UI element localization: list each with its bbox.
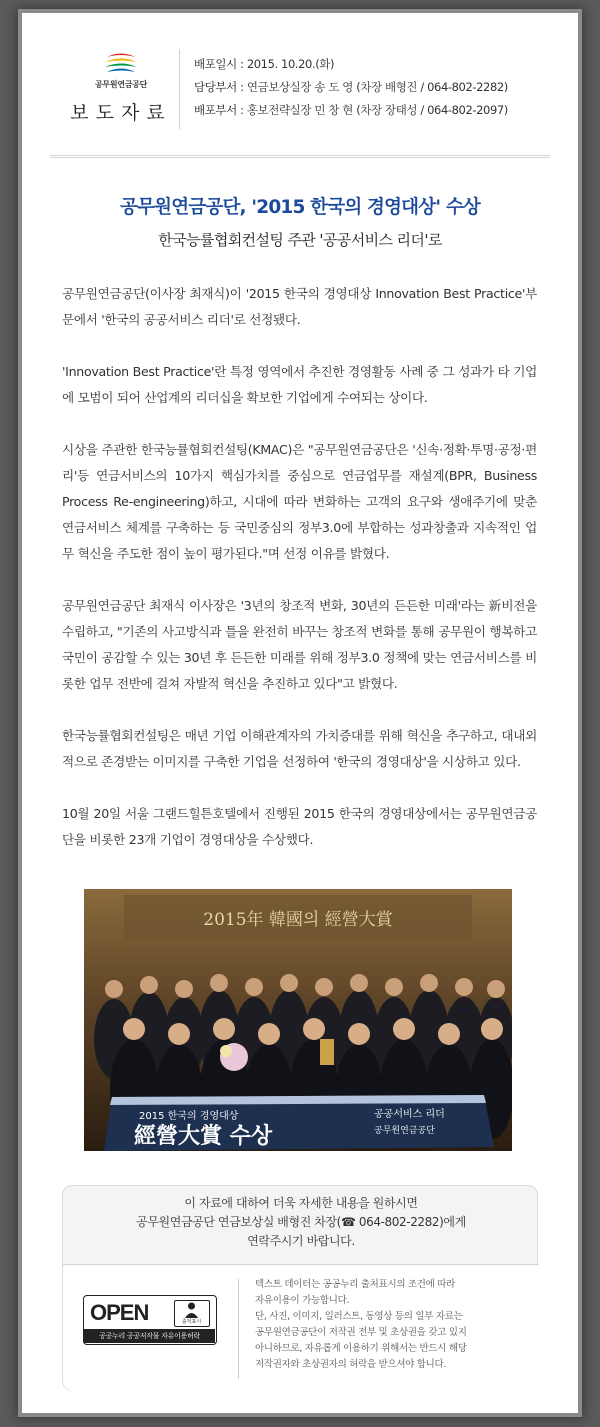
backdrop-title: 2015年 韓國의 經營大賞	[203, 910, 393, 930]
license-line: 자유이용이 가능합니다.	[255, 1295, 350, 1306]
kogl-open-badge	[83, 1295, 217, 1345]
license-line: 저작권자와 초상권자의 허락을 받으셔야 합니다.	[255, 1359, 447, 1370]
license-line: 아니하므로, 자유롭게 이용하기 위해서는 반드시 해당	[255, 1343, 467, 1354]
article-body	[62, 281, 537, 879]
info-line-dept: 담당부서 : 연금보상실장 송 도 영 (차장 배형진 / 064-802-2282)	[194, 80, 508, 94]
contact-line: 연락주시기 바랍니다.	[247, 1234, 355, 1248]
banner-right-text-2: 공무원연금공단	[374, 1126, 435, 1136]
release-info	[194, 53, 508, 122]
open-logo-text: OPEN	[90, 1300, 149, 1325]
info-line-date: 배포일시 : 2015. 10.20.(화)	[194, 57, 335, 71]
paragraph: 'Innovation Best Practice'란 특정 영역에서 추진한 경영활동 사례 중 그 성과가 타 기업에 모범이 되어 산업계의 리더십을 확보한 기업에게 수여되는 상이다.	[62, 364, 537, 405]
paragraph: 공무원연금공단 최재식 이사장은 '3년의 창조적 변화, 30년의 든든한 미래'라는 新비전을 수립하고, "기존의 사고방식과 틀을 완전히 바꾸는 창조적 변화를 통해 공무원이 행복하고 국민이 공감할 수 있는 30년 후 든든한 미래를 위해 정부3.0 정책에 맞는 연금서비스를 비롯한 업무 전반에 걸쳐 자발적 혁신을 추진하고 있다"고 밝혔다.	[62, 598, 537, 691]
header	[22, 13, 578, 153]
paragraph: 시상을 주관한 한국능률협회컨설팅(KMAC)은 "공무원연금공단은 '신속·정확·투명·공정·편리'등 연금서비스의 10가지 핵심가치를 중심으로 연금업무를 재설계(BPR, Business Process Re-engineering)하고, 시대에 따라 변화하는 고객의 요구와 생애주기에 맞춘 연금서비스 체계를 구축하는 등 국민중심의 정부3.0에 부합하는 성과창출과 지속적인 업무 혁신을 주도한 점이 높이 평가된다."며 선정 이유를 밝혔다.	[62, 442, 537, 561]
license-area	[63, 1265, 539, 1391]
photo-illustration	[84, 889, 512, 1151]
headline: 공무원연금공단, '2015 한국의 경영대상' 수상	[120, 197, 480, 218]
paragraph: 공무원연금공단(이사장 최재식)이 '2015 한국의 경영대상 Innovation Best Practice'부문에서 '한국의 공공서비스 리더'로 선정됐다.	[62, 286, 537, 327]
attribution-person-icon	[174, 1300, 210, 1327]
contact-line: 이 자료에 대하여 더욱 자세한 내용을 원하시면	[184, 1196, 418, 1210]
license-line: 공무원연금공단이 저작권 전부 및 초상권을 갖고 있지	[255, 1327, 467, 1338]
award-ceremony-photo	[84, 889, 512, 1151]
paragraph: 한국능률협회컨설팅은 매년 기업 이해관계자의 가치증대를 위해 혁신을 추구하고, 대내외적으로 존경받는 이미지를 구축한 기업을 선정하여 '한국의 경영대상'을 시상하고 있다.	[62, 728, 537, 769]
banner-small-text: 2015 한국의 경영대상	[139, 1111, 239, 1122]
logo-block	[62, 51, 180, 141]
press-release-frame	[22, 13, 578, 1413]
header-separator	[50, 155, 550, 158]
info-line-distributor: 배포부서 : 홍보전략실장 민 창 현 (차장 장태성 / 064-802-2097)	[194, 103, 508, 117]
license-line: 텍스트 데이터는 공공누리 출처표시의 조건에 따라	[255, 1279, 456, 1290]
press-release-title: 보도자료	[70, 102, 172, 124]
subheadline: 한국능률협회컨설팅 주관 '공공서비스 리더'로	[158, 231, 442, 249]
header-divider	[179, 49, 180, 129]
attribution-label: 출처표시	[181, 1319, 202, 1325]
paragraph: 10월 20일 서울 그랜드힐튼호텔에서 진행된 2015 한국의 경영대상에서는 공무원연금공단을 비롯한 23개 기업이 경영대상을 수상했다.	[62, 806, 537, 847]
contact-text	[63, 1194, 539, 1251]
license-divider	[238, 1279, 239, 1379]
kogl-caption: 공공누리 공공저작물 자유이용허락	[84, 1329, 215, 1343]
banner-big-text: 經營大賞 수상	[134, 1123, 273, 1149]
logo-org-name: 공무원연금공단	[95, 80, 147, 89]
contact-line: 공무원연금공단 연금보상실 배형진 차장(☎ 064-802-2282)에게	[136, 1215, 466, 1229]
person-icon	[175, 1301, 208, 1319]
license-text	[255, 1277, 525, 1373]
banner-right-text-1: 공공서비스 리더	[374, 1109, 445, 1120]
organization-logo-icon	[101, 51, 141, 77]
contact-box	[62, 1185, 538, 1391]
license-line: 단, 사진, 이미지, 일러스트, 동영상 등의 일부 자료는	[255, 1311, 463, 1322]
